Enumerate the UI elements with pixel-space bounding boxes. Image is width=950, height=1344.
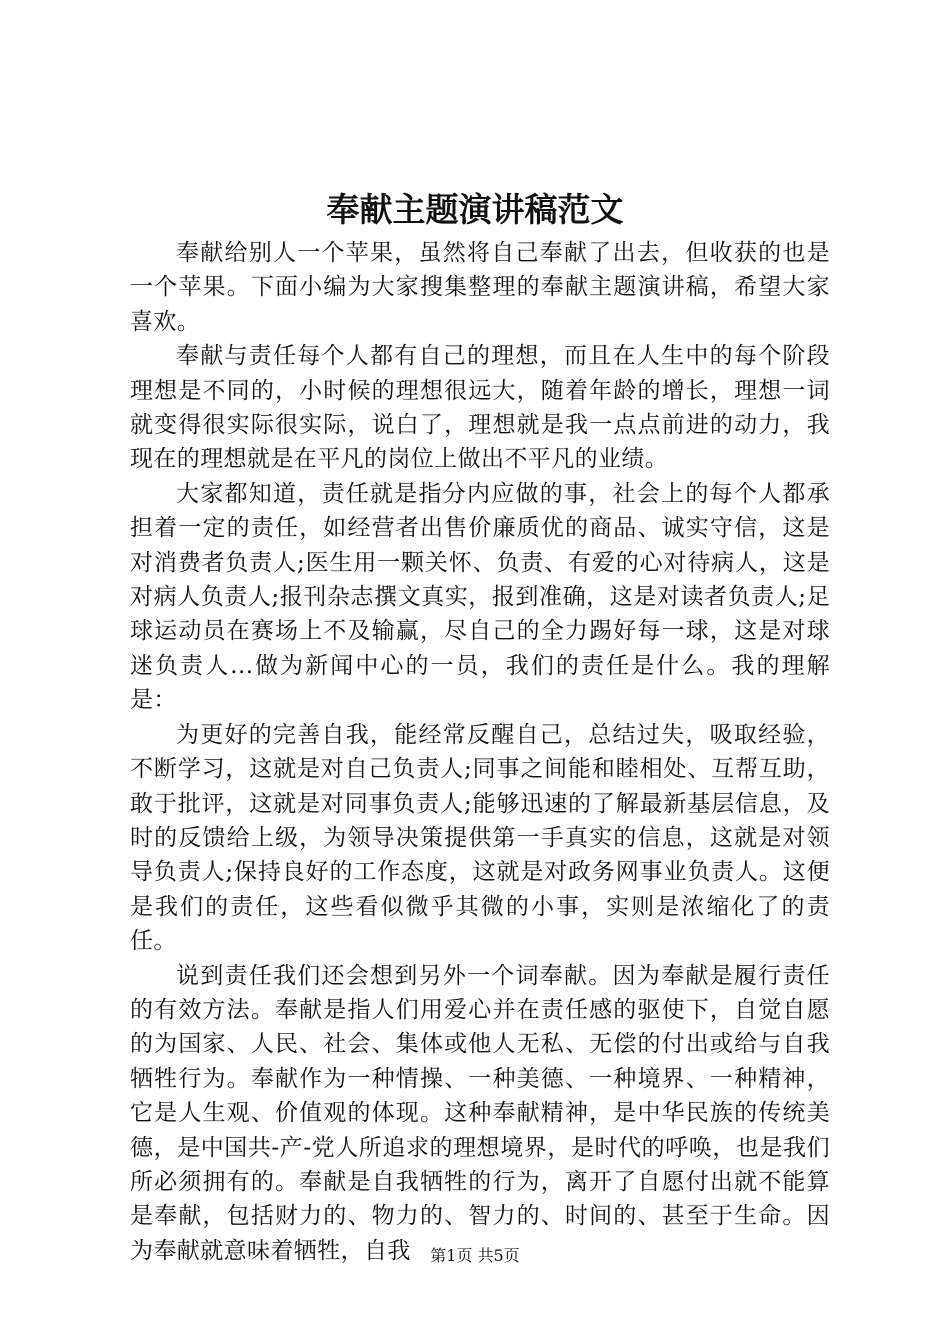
page-number-footer: 第1页 共5页: [430, 1246, 520, 1265]
paragraph-responsibility-examples: 大家都知道，责任就是指分内应做的事，社会上的每个人都承担着一定的责任，如经营者出售价廉质优的商品、诚实守信，这是对消费者负责人;医生用一颗关怀、负责、有爱的心对待病人，这是对病人负责人;报刊杂志撰文真实，报到准确，这是对读者负责人;足球运动员在赛场上不及输赢，尽自己的全力踢好每一球，这是对球迷负责人...做为新闻中心的一员，我们的责任是什么。我的理解是：: [130, 480, 830, 714]
paragraph-dedication-and-responsibility: 奉献与责任每个人都有自己的理想，而且在人生中的每个阶段理想是不同的，小时候的理想很远大，随着年龄的增长，理想一词就变得很实际很实际，说白了，理想就是我一点点前进的动力，我现在的理想就是在平凡的岗位上做出不平凡的业绩。: [130, 343, 830, 473]
document-title: 奉献主题演讲稿范文: [326, 190, 624, 229]
paragraph-dedication: 说到责任我们还会想到另外一个词奉献。因为奉献是履行责任的有效方法。奉献是指人们用爱心并在责任感的驱使下，自觉自愿的为国家、人民、社会、集体或他人无私、无偿的付出或给与自我牺牲行为。奉献作为一种情操、一种美德、一种境界、一种精神，它是人生观、价值观的体现。这种奉献精神，是中华民族的传统美德，是中国共-产-党人所追求的理想境界，是时代的呼唤，也是我们所必须拥有的。奉献是自我牺牲的行为，离开了自愿付出就不能算是奉献，包括财力的、物力的、智力的、时间的、甚至于生命。因为奉献就意味着牺牲，自我: [130, 962, 830, 1264]
paragraph-my-understanding: 为更好的完善自我，能经常反醒自己，总结过失，吸取经验，不断学习，这就是对自己负责人;同事之间能和睦相处、互帮互助，敢于批评，这就是对同事负责人;能够迅速的了解最新基层信息，及时的反馈给上级，为领导决策提供第一手真实的信息，这就是对领导负责人;保持良好的工作态度，这就是对政务网事业负责人。这便是我们的责任，这些看似微乎其微的小事，实则是浓缩化了的责任。: [130, 721, 830, 955]
document-body: [130, 236, 830, 1268]
paragraph-intro: 奉献给别人一个苹果，虽然将自己奉献了出去，但收获的也是一个苹果。下面小编为大家搜集整理的奉献主题演讲稿，希望大家喜欢。: [130, 240, 830, 335]
